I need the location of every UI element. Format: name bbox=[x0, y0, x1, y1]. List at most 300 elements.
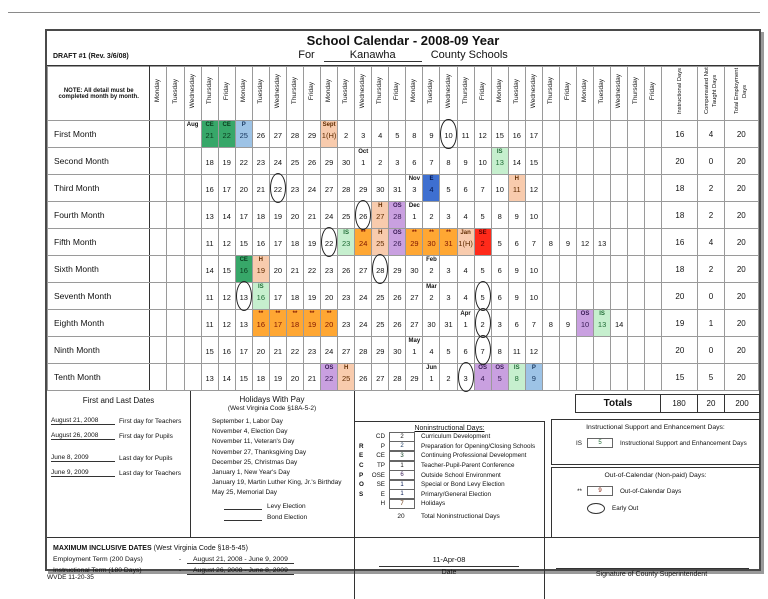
day-cell: 28 bbox=[389, 364, 406, 391]
grand-total-compensated: 20 bbox=[697, 394, 725, 413]
day-header: Thursday bbox=[457, 67, 474, 121]
signature-line bbox=[556, 568, 749, 569]
day-cell: 11 bbox=[508, 337, 525, 364]
day-cell: 22 bbox=[286, 337, 303, 364]
day-cell: 12 bbox=[525, 337, 542, 364]
day-cell bbox=[184, 310, 201, 337]
day-code: CE bbox=[376, 452, 385, 460]
day-cell: CE 16 bbox=[235, 256, 252, 283]
day-cell bbox=[576, 121, 593, 148]
day-cell: 16 bbox=[218, 337, 235, 364]
day-code-label: Primary/General Election bbox=[421, 490, 491, 498]
day-cell bbox=[611, 148, 628, 175]
day-cell bbox=[542, 283, 559, 310]
day-cell: 17 bbox=[235, 202, 252, 229]
day-cell bbox=[611, 229, 628, 256]
day-cell: 5 bbox=[474, 202, 491, 229]
day-cell bbox=[628, 364, 645, 391]
day-cell bbox=[184, 283, 201, 310]
day-cell: 6 bbox=[508, 229, 525, 256]
for-label: For bbox=[298, 49, 315, 61]
total-header: Instructional Days bbox=[662, 67, 698, 121]
day-cell bbox=[611, 175, 628, 202]
day-cell: 21 bbox=[286, 256, 303, 283]
day-cell: 9 bbox=[508, 283, 525, 310]
day-cell: 24 bbox=[355, 283, 372, 310]
day-cell bbox=[628, 175, 645, 202]
day-cell: 12 bbox=[525, 175, 542, 202]
day-cell: 30 bbox=[389, 337, 406, 364]
day-cell: 3 bbox=[389, 148, 406, 175]
day-cell: 6 bbox=[491, 256, 508, 283]
day-cell bbox=[559, 256, 576, 283]
day-cell: 14 bbox=[201, 256, 218, 283]
day-cell: H 25 bbox=[372, 229, 389, 256]
day-cell: OS 5 bbox=[491, 364, 508, 391]
month-label: Seventh Month bbox=[48, 283, 150, 310]
day-header: Tuesday bbox=[252, 67, 269, 121]
county-name: Kanawha bbox=[324, 49, 422, 62]
day-cell bbox=[542, 256, 559, 283]
day-cell: 3 bbox=[457, 364, 474, 391]
day-code-label: Continuing Professional Development bbox=[421, 452, 527, 460]
day-cell: 2 bbox=[423, 202, 440, 229]
holiday-blank-label: Levy Election bbox=[267, 502, 306, 510]
day-cell: 23 bbox=[338, 283, 355, 310]
day-cell: 10 bbox=[525, 256, 542, 283]
maximum-dates-box bbox=[53, 545, 294, 575]
day-cell: OS 22 bbox=[321, 364, 338, 391]
first-last-box bbox=[47, 391, 191, 537]
total-cell: 20 bbox=[724, 337, 758, 364]
day-cell bbox=[184, 202, 201, 229]
day-cell: 29 bbox=[406, 364, 423, 391]
day-cell: Feb 2 bbox=[423, 256, 440, 283]
day-code: P bbox=[380, 442, 385, 450]
day-cell: 5 bbox=[440, 175, 457, 202]
holidays-code: (West Virginia Code §18A-5-2) bbox=[227, 405, 317, 412]
total-cell: 20 bbox=[662, 148, 698, 175]
day-cell: 7 bbox=[525, 310, 542, 337]
day-cell: 25 bbox=[372, 310, 389, 337]
day-cell: 30 bbox=[406, 256, 423, 283]
day-cell: 21 bbox=[252, 175, 269, 202]
day-cell bbox=[645, 256, 662, 283]
ooc-code: ** bbox=[577, 487, 582, 495]
day-header: Friday bbox=[389, 67, 406, 121]
day-cell: 10 bbox=[474, 148, 491, 175]
day-cell bbox=[594, 364, 611, 391]
day-cell bbox=[559, 148, 576, 175]
holiday-blank-row bbox=[224, 513, 354, 521]
day-code-label: Special or Bond Levy Election bbox=[421, 481, 505, 489]
county-line bbox=[47, 49, 759, 62]
noninstructional-total bbox=[389, 513, 541, 520]
noninstructional-row bbox=[359, 442, 541, 452]
day-cell bbox=[645, 364, 662, 391]
day-cell: 17 bbox=[525, 121, 542, 148]
total-cell: 18 bbox=[662, 202, 698, 229]
day-cell bbox=[628, 337, 645, 364]
day-header: Thursday bbox=[542, 67, 559, 121]
day-cell bbox=[594, 337, 611, 364]
day-cell: 7 bbox=[423, 148, 440, 175]
day-cell: 11 bbox=[201, 310, 218, 337]
holiday-item: December 25, Christmas Day bbox=[212, 458, 298, 466]
day-cell: 6 bbox=[406, 148, 423, 175]
month-label: Second Month bbox=[48, 148, 150, 175]
day-cell: 2 bbox=[440, 364, 457, 391]
day-cell: Dec 1 bbox=[406, 202, 423, 229]
day-cell: 22 bbox=[269, 175, 286, 202]
day-cell: 23 bbox=[252, 148, 269, 175]
day-cell bbox=[559, 364, 576, 391]
day-cell: 20 bbox=[321, 283, 338, 310]
day-cell: 19 bbox=[269, 202, 286, 229]
noninstructional-total-label: Total Noninstructional Days bbox=[421, 512, 500, 520]
day-cell: 28 bbox=[338, 175, 355, 202]
day-cell: OS 28 bbox=[389, 202, 406, 229]
day-cell: 21 bbox=[303, 364, 320, 391]
day-cell bbox=[559, 337, 576, 364]
day-cell bbox=[167, 337, 184, 364]
day-cell: CE 22 bbox=[218, 121, 235, 148]
grand-total-instructional: 180 bbox=[660, 394, 698, 413]
gutter-letter: C bbox=[359, 462, 364, 470]
day-cell: OS 10 bbox=[576, 310, 593, 337]
day-cell: 8 bbox=[406, 121, 423, 148]
day-code-label: Teacher-Pupil-Parent Conference bbox=[421, 462, 515, 470]
day-cell bbox=[167, 148, 184, 175]
day-cell: 18 bbox=[201, 148, 218, 175]
day-cell: 20 bbox=[286, 364, 303, 391]
noninstructional-row bbox=[359, 480, 541, 490]
day-cell: 22 bbox=[321, 229, 338, 256]
calendar-grid bbox=[47, 66, 759, 391]
total-cell: 1 bbox=[698, 310, 724, 337]
day-cell: 9 bbox=[559, 310, 576, 337]
term-dates: August 21, 2008 - June 9, 2009 bbox=[187, 556, 294, 564]
day-cell: ** 24 bbox=[355, 229, 372, 256]
total-cell: 20 bbox=[724, 229, 758, 256]
day-cell bbox=[611, 364, 628, 391]
day-cell bbox=[167, 229, 184, 256]
out-of-calendar-box bbox=[551, 467, 760, 538]
day-cell bbox=[576, 256, 593, 283]
early-out-row bbox=[566, 503, 759, 514]
day-cell bbox=[576, 148, 593, 175]
noninstructional-row bbox=[359, 499, 541, 509]
total-cell: 18 bbox=[662, 256, 698, 283]
day-cell: 21 bbox=[269, 337, 286, 364]
day-cell: 7 bbox=[474, 175, 491, 202]
first-last-date: June 9, 2009 bbox=[51, 469, 115, 477]
is-code: IS bbox=[576, 439, 582, 447]
is-label: Instructional Support and Enhancement Days bbox=[620, 439, 747, 447]
day-cell: 19 bbox=[303, 283, 320, 310]
day-cell: IS 8 bbox=[508, 364, 525, 391]
day-cell: 9 bbox=[508, 256, 525, 283]
signature-band bbox=[47, 538, 759, 599]
day-cell: 18 bbox=[286, 229, 303, 256]
month-label: Tenth Month bbox=[48, 364, 150, 391]
total-cell: 4 bbox=[698, 229, 724, 256]
day-cell bbox=[628, 283, 645, 310]
day-cell: ** 29 bbox=[406, 229, 423, 256]
day-cell: 17 bbox=[269, 229, 286, 256]
first-last-label: First day for Teachers bbox=[119, 418, 182, 425]
holiday-item: May 25, Memorial Day bbox=[212, 489, 278, 497]
holiday-blank-label: Bond Election bbox=[267, 513, 308, 521]
day-cell: 14 bbox=[218, 364, 235, 391]
day-cell: H 19 bbox=[252, 256, 269, 283]
count-chip: 6 bbox=[389, 470, 415, 480]
total-cell: 20 bbox=[724, 256, 758, 283]
day-header: Tuesday bbox=[167, 67, 184, 121]
day-cell: 14 bbox=[218, 202, 235, 229]
first-last-row bbox=[51, 454, 186, 462]
day-cell: 29 bbox=[321, 148, 338, 175]
day-cell: 15 bbox=[491, 121, 508, 148]
day-cell: P 9 bbox=[525, 364, 542, 391]
day-cell bbox=[594, 175, 611, 202]
noninstructional-row bbox=[359, 490, 541, 500]
signature-box bbox=[544, 538, 759, 599]
page-top-rule bbox=[8, 12, 760, 13]
day-cell bbox=[576, 175, 593, 202]
count-chip: 7 bbox=[389, 499, 415, 509]
day-cell: 4 bbox=[423, 337, 440, 364]
day-cell: 20 bbox=[269, 256, 286, 283]
day-cell: 7 bbox=[525, 229, 542, 256]
day-cell: 6 bbox=[457, 175, 474, 202]
day-cell bbox=[611, 202, 628, 229]
day-cell: 5 bbox=[474, 256, 491, 283]
day-cell: 9 bbox=[559, 229, 576, 256]
day-cell: 13 bbox=[594, 229, 611, 256]
gutter-letter: S bbox=[359, 490, 364, 498]
day-cell bbox=[167, 364, 184, 391]
count-chip: 1 bbox=[389, 480, 415, 490]
first-last-date: August 21, 2008 bbox=[51, 417, 115, 425]
day-cell: 29 bbox=[303, 121, 320, 148]
day-cell: 28 bbox=[286, 121, 303, 148]
day-header: Wednesday bbox=[440, 67, 457, 121]
day-cell: 15 bbox=[201, 337, 218, 364]
total-cell: 0 bbox=[698, 148, 724, 175]
day-cell: 19 bbox=[303, 229, 320, 256]
day-cell: 10 bbox=[491, 175, 508, 202]
draft-label: DRAFT #1 (Rev. 3/6/08) bbox=[53, 53, 129, 60]
day-cell bbox=[611, 337, 628, 364]
day-cell: 4 bbox=[457, 256, 474, 283]
day-cell: 27 bbox=[338, 337, 355, 364]
day-cell: 24 bbox=[321, 202, 338, 229]
day-cell: 28 bbox=[372, 256, 389, 283]
day-cell: 2 bbox=[338, 121, 355, 148]
day-cell bbox=[576, 364, 593, 391]
month-label: Ninth Month bbox=[48, 337, 150, 364]
term-dates: August 26, 2008 - June 8, 2009 bbox=[187, 567, 294, 575]
page-title: School Calendar - 2008-09 Year bbox=[306, 33, 500, 48]
day-cell: ** 17 bbox=[269, 310, 286, 337]
day-cell: 14 bbox=[508, 148, 525, 175]
first-last-row bbox=[51, 417, 186, 425]
day-cell: 31 bbox=[440, 310, 457, 337]
day-cell bbox=[628, 256, 645, 283]
day-cell bbox=[150, 283, 167, 310]
day-cell: 12 bbox=[576, 229, 593, 256]
total-cell: 2 bbox=[698, 256, 724, 283]
totals-label: Totals bbox=[575, 394, 661, 413]
day-code: SE bbox=[376, 481, 385, 489]
day-cell: 23 bbox=[338, 310, 355, 337]
day-cell: 8 bbox=[491, 202, 508, 229]
day-cell bbox=[167, 202, 184, 229]
first-last-label: First day for Pupils bbox=[119, 433, 173, 440]
day-cell: 2 bbox=[474, 310, 491, 337]
day-cell: SE 2 bbox=[474, 229, 491, 256]
day-cell: 12 bbox=[474, 121, 491, 148]
legend-band bbox=[47, 391, 759, 538]
day-header: Friday bbox=[645, 67, 662, 121]
holiday-blank-row bbox=[224, 502, 354, 510]
day-cell: Nov 3 bbox=[406, 175, 423, 202]
ooc-label: Out-of-Calendar Days bbox=[620, 487, 682, 495]
day-cell bbox=[150, 337, 167, 364]
day-cell: 27 bbox=[372, 364, 389, 391]
day-header: Tuesday bbox=[508, 67, 525, 121]
day-cell: 13 bbox=[235, 283, 252, 310]
date-value: 11-Apr-08 bbox=[432, 555, 466, 564]
day-header: Wednesday bbox=[355, 67, 372, 121]
day-header: Monday bbox=[406, 67, 423, 121]
day-cell: 16 bbox=[508, 121, 525, 148]
day-cell bbox=[542, 175, 559, 202]
day-cell: ** 20 bbox=[321, 310, 338, 337]
day-cell: 7 bbox=[474, 337, 491, 364]
day-code-label: Holidays bbox=[421, 500, 446, 508]
total-cell: 2 bbox=[698, 202, 724, 229]
month-label: Fourth Month bbox=[48, 202, 150, 229]
day-cell bbox=[576, 202, 593, 229]
day-header: Monday bbox=[491, 67, 508, 121]
total-cell: 20 bbox=[724, 202, 758, 229]
first-last-title: First and Last Dates bbox=[82, 396, 155, 405]
month-label: Eighth Month bbox=[48, 310, 150, 337]
total-cell: 20 bbox=[662, 283, 698, 310]
day-cell: Sept 1(H) bbox=[321, 121, 338, 148]
early-out-label: Early Out bbox=[612, 505, 639, 512]
day-cell: 18 bbox=[252, 364, 269, 391]
day-header: Monday bbox=[235, 67, 252, 121]
day-code-label: Curriculum Development bbox=[421, 433, 491, 441]
day-cell: 6 bbox=[508, 310, 525, 337]
day-cell bbox=[150, 148, 167, 175]
day-cell: Oct 1 bbox=[355, 148, 372, 175]
day-cell: H 27 bbox=[372, 202, 389, 229]
total-header: Total Employment Days bbox=[724, 67, 758, 121]
title-bar bbox=[47, 31, 759, 66]
day-cell: IS 23 bbox=[338, 229, 355, 256]
day-cell: 18 bbox=[286, 283, 303, 310]
day-cell: 18 bbox=[252, 202, 269, 229]
day-cell: Apr 1 bbox=[457, 310, 474, 337]
noninstructional-row bbox=[359, 461, 541, 471]
gutter-letter: R bbox=[359, 442, 364, 450]
day-cell: 4 bbox=[457, 202, 474, 229]
day-header: Wednesday bbox=[269, 67, 286, 121]
day-cell: 20 bbox=[286, 202, 303, 229]
gutter-letter: O bbox=[359, 481, 364, 489]
day-cell: 27 bbox=[269, 121, 286, 148]
total-cell: 5 bbox=[698, 364, 724, 391]
day-code: OSE bbox=[371, 471, 385, 479]
count-chip: 2 bbox=[389, 432, 415, 442]
day-cell bbox=[150, 121, 167, 148]
day-cell bbox=[542, 121, 559, 148]
dash: - bbox=[178, 567, 182, 574]
maximum-dates-code: (West Virginia Code §18-5-45) bbox=[153, 545, 248, 552]
month-label: Third Month bbox=[48, 175, 150, 202]
grand-total-employment: 200 bbox=[724, 394, 760, 413]
day-cell: 28 bbox=[355, 337, 372, 364]
blank-line bbox=[224, 502, 262, 510]
day-cell: 29 bbox=[389, 256, 406, 283]
day-cell: 17 bbox=[218, 175, 235, 202]
day-cell: 11 bbox=[457, 121, 474, 148]
day-cell bbox=[594, 121, 611, 148]
total-cell: 0 bbox=[698, 283, 724, 310]
day-cell: CE 21 bbox=[201, 121, 218, 148]
day-cell: 3 bbox=[440, 256, 457, 283]
day-header: Thursday bbox=[628, 67, 645, 121]
day-cell: 8 bbox=[542, 310, 559, 337]
day-cell: 8 bbox=[542, 229, 559, 256]
total-cell: 19 bbox=[662, 310, 698, 337]
day-cell: 24 bbox=[303, 175, 320, 202]
day-cell: P 25 bbox=[235, 121, 252, 148]
day-header: Friday bbox=[474, 67, 491, 121]
day-cell bbox=[559, 121, 576, 148]
day-cell bbox=[645, 283, 662, 310]
day-cell: ** 18 bbox=[286, 310, 303, 337]
day-cell: 8 bbox=[491, 337, 508, 364]
term-label: Employment Term (200 Days) bbox=[53, 556, 143, 563]
day-cell: 13 bbox=[235, 310, 252, 337]
first-last-row bbox=[51, 469, 186, 477]
first-last-label: Last day for Teachers bbox=[119, 470, 182, 477]
day-header: Friday bbox=[559, 67, 576, 121]
day-cell: 24 bbox=[269, 148, 286, 175]
day-header: Tuesday bbox=[423, 67, 440, 121]
day-cell bbox=[628, 310, 645, 337]
day-header: Monday bbox=[150, 67, 167, 121]
day-cell bbox=[645, 148, 662, 175]
day-cell: 31 bbox=[389, 175, 406, 202]
day-header: Tuesday bbox=[594, 67, 611, 121]
day-cell: 13 bbox=[201, 202, 218, 229]
holidays-box bbox=[190, 391, 355, 537]
day-cell: OS 26 bbox=[389, 229, 406, 256]
day-cell: 11 bbox=[201, 283, 218, 310]
day-cell: IS 13 bbox=[594, 310, 611, 337]
first-last-date: August 26, 2008 bbox=[51, 432, 115, 440]
day-cell bbox=[150, 256, 167, 283]
day-cell: 21 bbox=[303, 202, 320, 229]
day-cell: 19 bbox=[218, 148, 235, 175]
day-cell: 9 bbox=[508, 202, 525, 229]
